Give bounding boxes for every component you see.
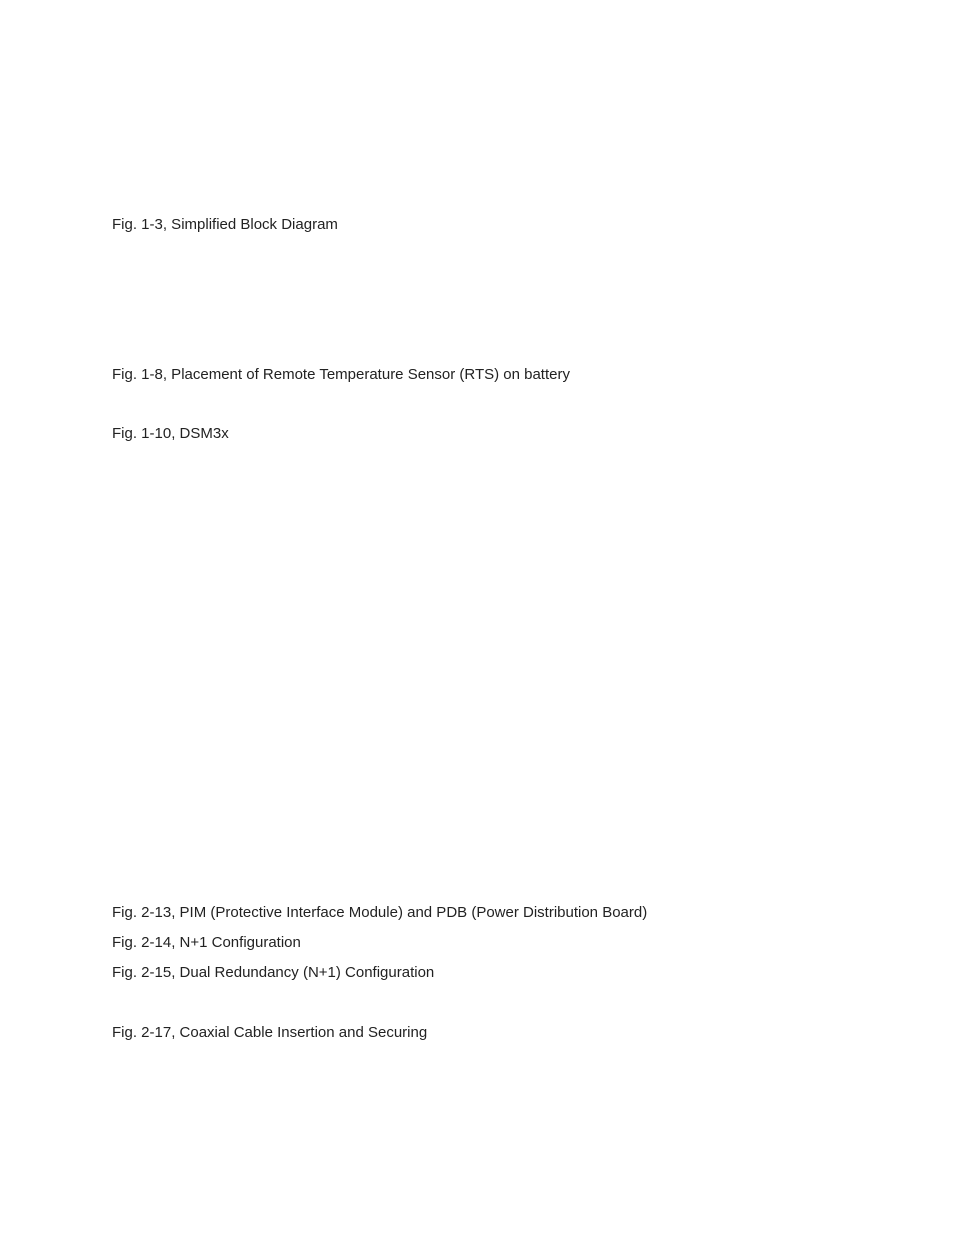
figure-list-item-2-17: Fig. 2-17, Coaxial Cable Insertion and Securing xyxy=(112,1024,428,1041)
figure-list-item-1-10: Fig. 1-10, DSM3x xyxy=(112,425,229,442)
figure-list-item-1-3: Fig. 1-3, Simplified Block Diagram xyxy=(112,216,338,233)
figure-list-item-2-15: Fig. 2-15, Dual Redundancy (N+1) Configuration xyxy=(112,964,435,981)
figure-list-item-1-8: Fig. 1-8, Placement of Remote Temperature Sensor (RTS) on battery xyxy=(112,366,570,383)
figure-list-item-2-14: Fig. 2-14, N+1 Configuration xyxy=(112,934,301,951)
figure-list-item-2-13: Fig. 2-13, PIM (Protective Interface Module) and PDB (Power Distribution Board) xyxy=(112,904,648,921)
